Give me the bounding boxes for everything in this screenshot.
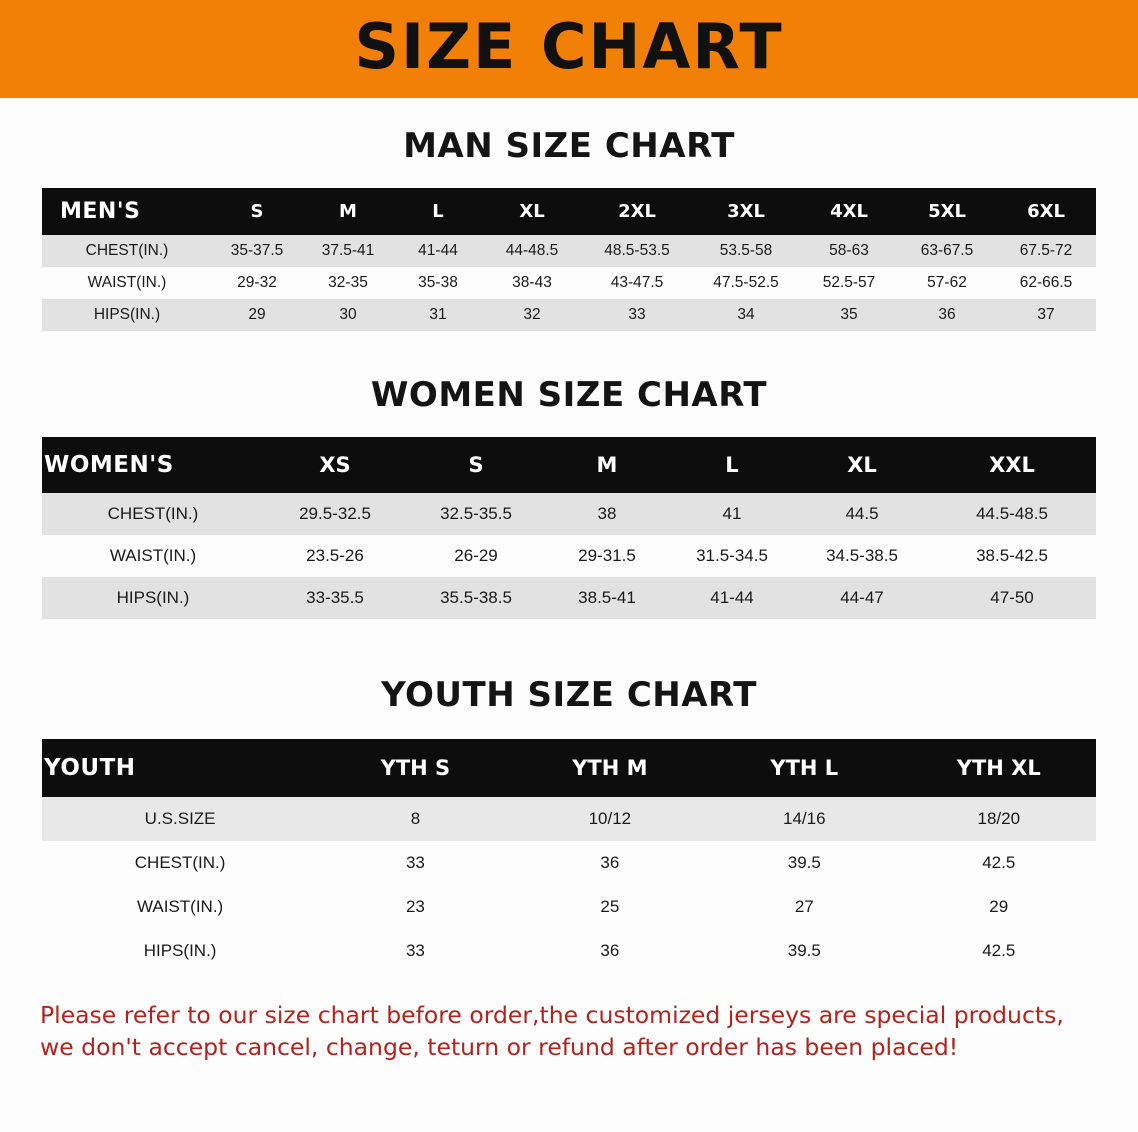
row-label: HIPS(IN.) — [42, 577, 264, 619]
table-cell: 44.5 — [796, 493, 928, 535]
table-cell: 18/20 — [902, 797, 1096, 841]
table-cell: 42.5 — [902, 929, 1096, 973]
table-cell: 67.5-72 — [996, 235, 1096, 267]
page-title: SIZE CHART — [354, 10, 784, 83]
table-cell: 41-44 — [668, 577, 796, 619]
youth-header-cell: YTH S — [318, 739, 512, 797]
women-table-header-row — [42, 437, 1096, 493]
table-cell: 29 — [902, 885, 1096, 929]
table-cell: 23 — [318, 885, 512, 929]
table-cell: 38-43 — [482, 267, 582, 299]
man-size-table — [42, 188, 1096, 331]
table-cell: 29-32 — [212, 267, 302, 299]
table-row — [42, 885, 1096, 929]
table-cell: 37 — [996, 299, 1096, 331]
youth-header-cell: YTH L — [707, 739, 901, 797]
women-header-cell: WOMEN'S — [42, 437, 264, 493]
table-cell: 63-67.5 — [898, 235, 996, 267]
table-cell: 36 — [513, 841, 707, 885]
table-cell: 31.5-34.5 — [668, 535, 796, 577]
man-header-cell: 4XL — [800, 188, 898, 235]
table-cell: 33 — [582, 299, 692, 331]
youth-section-title: YOUTH SIZE CHART — [381, 675, 757, 715]
women-size-table — [42, 437, 1096, 619]
table-cell: 29-31.5 — [546, 535, 668, 577]
man-header-cell: 6XL — [996, 188, 1096, 235]
man-header-cell: L — [394, 188, 482, 235]
table-cell: 58-63 — [800, 235, 898, 267]
disclaimer-line-2: we don't accept cancel, change, teturn or refund after order has been placed! — [40, 1033, 959, 1062]
table-cell: 25 — [513, 885, 707, 929]
row-label: WAIST(IN.) — [42, 267, 212, 299]
table-cell: 38.5-41 — [546, 577, 668, 619]
women-header-cell: S — [406, 437, 546, 493]
row-label: WAIST(IN.) — [42, 535, 264, 577]
man-table-wrap — [42, 188, 1096, 331]
row-label: HIPS(IN.) — [42, 929, 318, 973]
table-cell: 36 — [898, 299, 996, 331]
table-cell: 52.5-57 — [800, 267, 898, 299]
table-cell: 26-29 — [406, 535, 546, 577]
table-row — [42, 299, 1096, 331]
table-cell: 8 — [318, 797, 512, 841]
table-cell: 30 — [302, 299, 394, 331]
table-cell: 62-66.5 — [996, 267, 1096, 299]
table-cell: 35.5-38.5 — [406, 577, 546, 619]
table-cell: 35-38 — [394, 267, 482, 299]
table-cell: 37.5-41 — [302, 235, 394, 267]
table-cell: 57-62 — [898, 267, 996, 299]
table-cell: 38 — [546, 493, 668, 535]
youth-header-cell: YOUTH — [42, 739, 318, 797]
man-header-cell: MEN'S — [42, 188, 212, 235]
header-banner — [0, 0, 1138, 98]
table-cell: 35-37.5 — [212, 235, 302, 267]
man-header-cell: XL — [482, 188, 582, 235]
women-table-wrap — [42, 437, 1096, 619]
table-cell: 44-47 — [796, 577, 928, 619]
man-header-cell: 2XL — [582, 188, 692, 235]
youth-table-wrap — [42, 739, 1096, 973]
row-label: CHEST(IN.) — [42, 235, 212, 267]
table-cell: 41 — [668, 493, 796, 535]
table-cell: 34.5-38.5 — [796, 535, 928, 577]
table-cell: 44-48.5 — [482, 235, 582, 267]
youth-header-cell: YTH M — [513, 739, 707, 797]
table-cell: 47-50 — [928, 577, 1096, 619]
row-label: CHEST(IN.) — [42, 841, 318, 885]
table-row — [42, 577, 1096, 619]
table-cell: 32 — [482, 299, 582, 331]
table-cell: 23.5-26 — [264, 535, 406, 577]
man-header-cell: 3XL — [692, 188, 800, 235]
table-row — [42, 929, 1096, 973]
row-label: HIPS(IN.) — [42, 299, 212, 331]
table-cell: 32.5-35.5 — [406, 493, 546, 535]
table-cell: 36 — [513, 929, 707, 973]
table-cell: 32-35 — [302, 267, 394, 299]
man-header-cell: 5XL — [898, 188, 996, 235]
table-row — [42, 235, 1096, 267]
row-label: WAIST(IN.) — [42, 885, 318, 929]
women-header-cell: XL — [796, 437, 928, 493]
youth-size-table — [42, 739, 1096, 973]
row-label: CHEST(IN.) — [42, 493, 264, 535]
table-cell: 35 — [800, 299, 898, 331]
table-cell: 42.5 — [902, 841, 1096, 885]
table-cell: 31 — [394, 299, 482, 331]
table-cell: 39.5 — [707, 929, 901, 973]
table-cell: 33 — [318, 929, 512, 973]
youth-table-header-row — [42, 739, 1096, 797]
table-cell: 14/16 — [707, 797, 901, 841]
man-section-title: MAN SIZE CHART — [403, 126, 735, 166]
table-cell: 43-47.5 — [582, 267, 692, 299]
table-row — [42, 493, 1096, 535]
table-cell: 48.5-53.5 — [582, 235, 692, 267]
table-cell: 47.5-52.5 — [692, 267, 800, 299]
table-cell: 33-35.5 — [264, 577, 406, 619]
table-cell: 33 — [318, 841, 512, 885]
table-row — [42, 535, 1096, 577]
table-cell: 41-44 — [394, 235, 482, 267]
man-table-header-row — [42, 188, 1096, 235]
man-header-cell: S — [212, 188, 302, 235]
table-cell: 10/12 — [513, 797, 707, 841]
women-header-cell: L — [668, 437, 796, 493]
table-cell: 53.5-58 — [692, 235, 800, 267]
youth-header-cell: YTH XL — [902, 739, 1096, 797]
table-cell: 44.5-48.5 — [928, 493, 1096, 535]
table-cell: 29.5-32.5 — [264, 493, 406, 535]
women-header-cell: XXL — [928, 437, 1096, 493]
table-row — [42, 267, 1096, 299]
women-header-cell: XS — [264, 437, 406, 493]
women-section-title: WOMEN SIZE CHART — [370, 375, 768, 415]
table-row — [42, 797, 1096, 841]
man-header-cell: M — [302, 188, 394, 235]
women-header-cell: M — [546, 437, 668, 493]
disclaimer-line-1: Please refer to our size chart before order,the customized jerseys are special products, — [40, 1001, 1064, 1029]
table-cell: 39.5 — [707, 841, 901, 885]
row-label: U.S.SIZE — [42, 797, 318, 841]
table-cell: 29 — [212, 299, 302, 331]
table-row — [42, 841, 1096, 885]
table-cell: 27 — [707, 885, 901, 929]
table-cell: 34 — [692, 299, 800, 331]
disclaimer-note — [40, 999, 1098, 1064]
table-cell: 38.5-42.5 — [928, 535, 1096, 577]
